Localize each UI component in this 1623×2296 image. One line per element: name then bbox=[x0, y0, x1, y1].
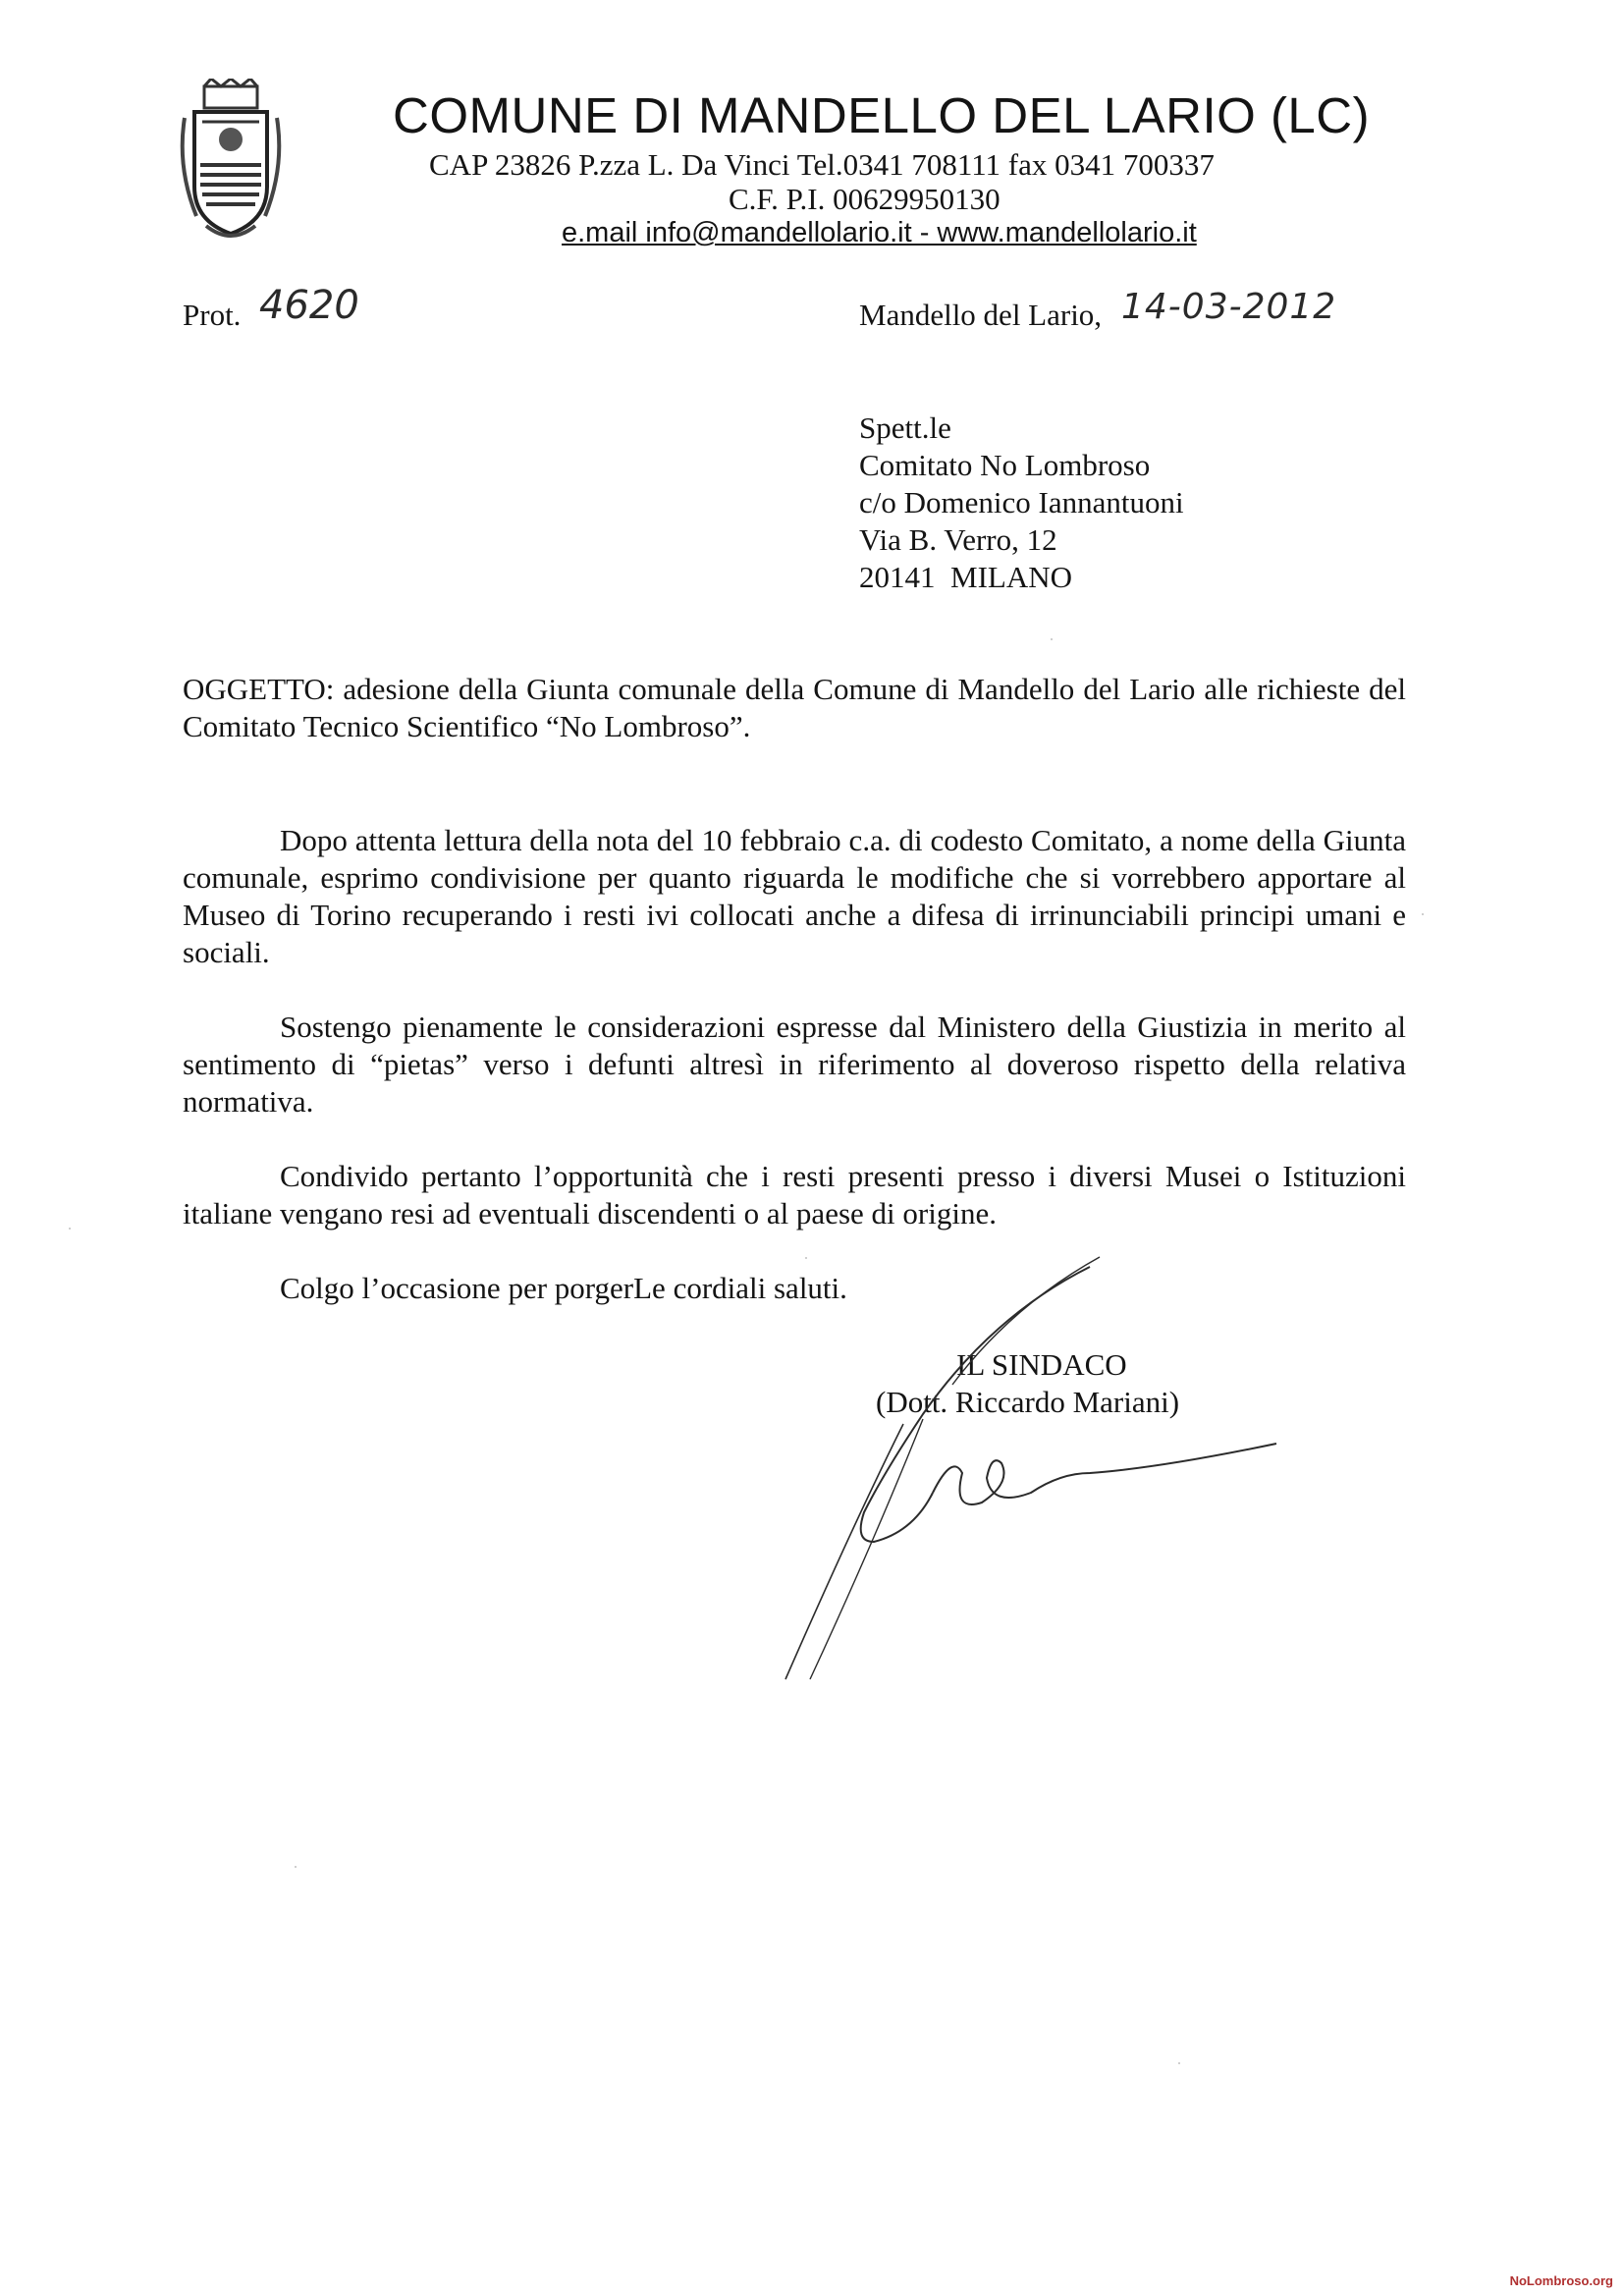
recipient-line: 20141 MILANO bbox=[859, 560, 1072, 594]
protocol-number: 4620 bbox=[259, 283, 359, 328]
letter-date: 14-03-2012 bbox=[1121, 287, 1337, 327]
letterhead-contact-link[interactable]: e.mail info@mandellolario.it - www.mandellolario.it bbox=[562, 217, 1197, 248]
signatory-name: (Dott. Riccardo Mariani) bbox=[876, 1385, 1180, 1419]
paragraph-text: Condivido pertanto l’opportunità che i resti presenti presso i diversi Musei o Istituzioni italiane vengano resi ad eventuali discendenti o al paese di origine. bbox=[183, 1159, 1406, 1230]
body-paragraph bbox=[183, 1158, 1406, 1232]
closing-salutation: Colgo l’occasione per porgerLe cordiali saluti. bbox=[280, 1271, 847, 1305]
paragraph-text: Dopo attenta lettura della nota del 10 febbraio c.a. di codesto Comitato, a nome della Giunta comunale, esprimo condivisione per quanto riguarda le modifiche che si vorrebbero apportare al Museo di Torino recuperando i resti ivi collocati anche a difesa di irrinunciabili principi umani e sociali. bbox=[183, 823, 1406, 969]
recipient-line: Via B. Verro, 12 bbox=[859, 522, 1057, 557]
recipient-line: c/o Domenico Iannantuoni bbox=[859, 485, 1184, 519]
municipal-crest-icon bbox=[177, 79, 285, 246]
place-label: Mandello del Lario, bbox=[859, 298, 1103, 332]
paragraph-text: Sostengo pienamente le considerazioni espresse dal Ministero della Giustizia in merito al sentimento di “pietas” verso i defunti altresì in riferimento al doveroso rispetto della relativa normativa. bbox=[183, 1010, 1406, 1119]
letterhead-address: CAP 23826 P.zza L. Da Vinci Tel.0341 708111 fax 0341 700337 bbox=[429, 147, 1215, 182]
recipient-line: Spett.le bbox=[859, 410, 951, 445]
letterhead-title: COMUNE DI MANDELLO DEL LARIO (LC) bbox=[393, 87, 1371, 143]
subject-line: OGGETTO: adesione della Giunta comunale della Comune di Mandello del Lario alle richieste del Comitato Tecnico Scientifico “No Lombroso”. bbox=[183, 672, 1406, 743]
protocol-label: Prot. bbox=[183, 298, 242, 332]
recipient-line: Comitato No Lombroso bbox=[859, 448, 1151, 482]
body-paragraph bbox=[183, 1009, 1406, 1121]
site-watermark: NoLombroso.org bbox=[1509, 2273, 1613, 2288]
signatory-role: IL SINDACO bbox=[956, 1347, 1127, 1382]
body-paragraph bbox=[183, 822, 1406, 971]
letterhead-tax-id: C.F. P.I. 00629950130 bbox=[729, 182, 1001, 216]
recipient-address bbox=[859, 410, 1184, 596]
handwritten-signature bbox=[766, 1247, 1316, 1699]
